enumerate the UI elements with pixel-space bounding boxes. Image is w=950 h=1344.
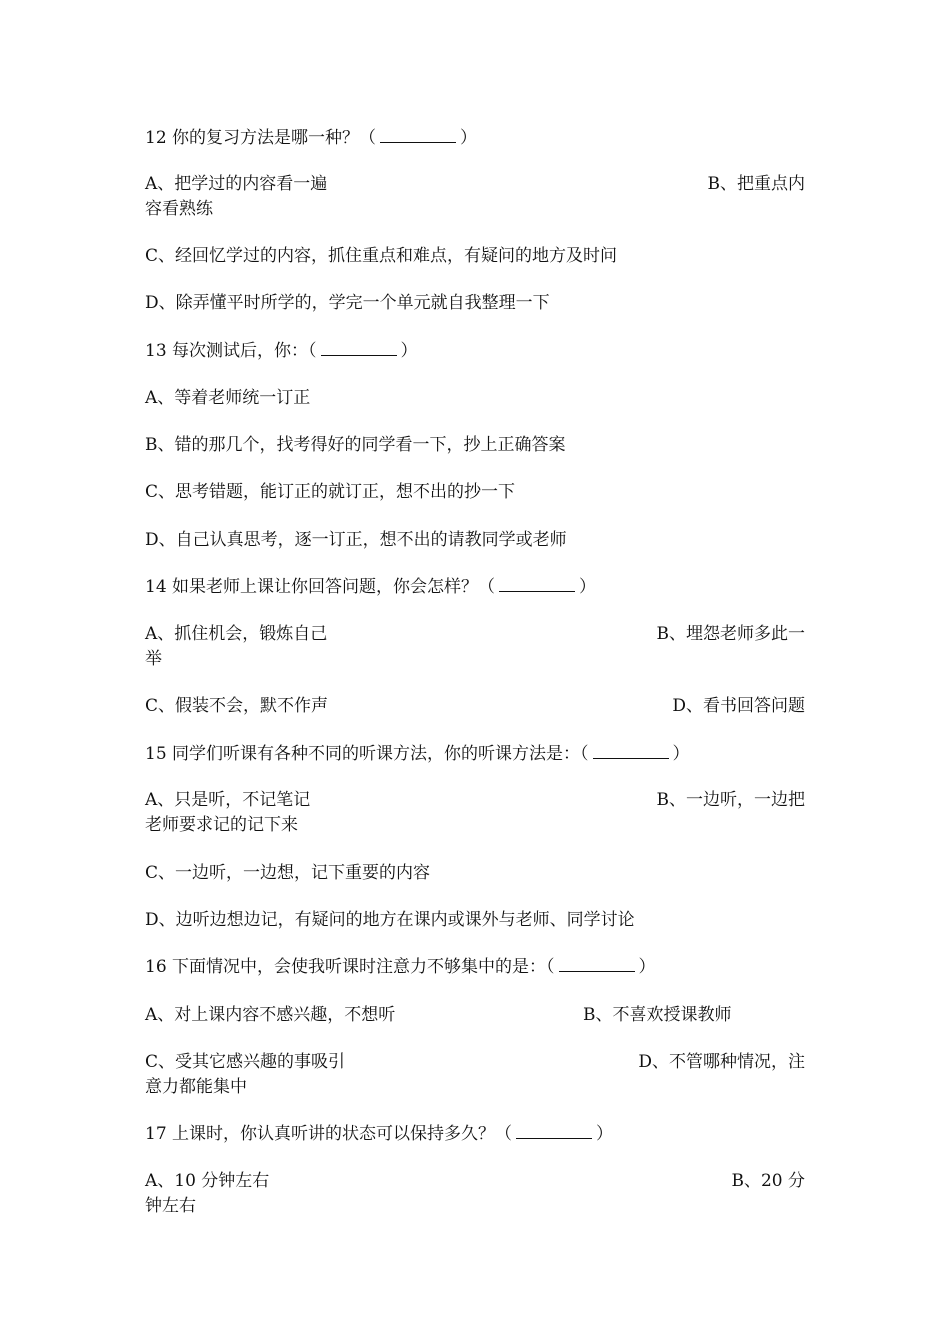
option-b: B、错的那几个，找考得好的同学看一下，抄上正确答案 bbox=[145, 435, 566, 455]
question-14-options-ab bbox=[145, 622, 805, 646]
option-a: A、抓住机会，锻炼自己 bbox=[145, 624, 328, 644]
question-17-stem: 17 上课时，你认真听讲的状态可以保持多久？（ ） bbox=[145, 1124, 614, 1144]
question-17-options-ab bbox=[145, 1169, 805, 1193]
option-b-continuation: 老师要求记的记下来 bbox=[145, 815, 298, 835]
answer-blank-13[interactable] bbox=[321, 339, 397, 356]
answer-blank-16[interactable] bbox=[559, 955, 635, 972]
option-c: C、受其它感兴趣的事吸引 bbox=[145, 1052, 346, 1072]
question-15-options-ab bbox=[145, 788, 805, 812]
option-c: C、一边听，一边想，记下重要的内容 bbox=[145, 863, 431, 883]
option-a: A、只是听，不记笔记 bbox=[145, 790, 311, 810]
option-a: A、对上课内容不感兴趣，不想听 bbox=[145, 1005, 396, 1025]
option-b: B、20 分 bbox=[731, 1171, 805, 1191]
option-d: D、看书回答问题 bbox=[672, 696, 805, 716]
option-d-continuation: 意力都能集中 bbox=[145, 1077, 247, 1097]
question-16-options-ab bbox=[145, 1003, 805, 1027]
question-14-stem: 14 如果老师上课让你回答问题，你会怎样？（ ） bbox=[145, 577, 597, 597]
question-12-options-ab bbox=[145, 172, 805, 196]
option-b: B、一边听，一边把 bbox=[656, 790, 805, 810]
option-c: C、经回忆学过的内容，抓住重点和难点，有疑问的地方及时问 bbox=[145, 246, 618, 266]
question-13-stem: 13 每次测试后，你：（ ） bbox=[145, 341, 418, 361]
answer-blank-15[interactable] bbox=[593, 742, 669, 759]
option-c: C、假装不会，默不作声 bbox=[145, 696, 329, 716]
question-14-options-cd bbox=[145, 694, 805, 718]
option-b-continuation: 钟左右 bbox=[145, 1196, 196, 1216]
option-b: B、把重点内 bbox=[707, 174, 805, 194]
option-d: D、除弄懂平时所学的，学完一个单元就自我整理一下 bbox=[145, 293, 550, 313]
option-b-continuation: 举 bbox=[145, 649, 162, 669]
option-b: B、不喜欢授课教师 bbox=[583, 1005, 732, 1025]
option-a: A、把学过的内容看一遍 bbox=[145, 174, 328, 194]
option-c: C、思考错题，能订正的就订正，想不出的抄一下 bbox=[145, 482, 516, 502]
option-d: D、边听边想边记，有疑问的地方在课内或课外与老师、同学讨论 bbox=[145, 910, 635, 930]
question-16-stem: 16 下面情况中，会使我听课时注意力不够集中的是：（ ） bbox=[145, 957, 656, 977]
option-a: A、10 分钟左右 bbox=[145, 1171, 270, 1191]
option-b: B、埋怨老师多此一 bbox=[656, 624, 805, 644]
answer-blank-17[interactable] bbox=[516, 1122, 592, 1139]
question-15-stem: 15 同学们听课有各种不同的听课方法，你的听课方法是：（ ） bbox=[145, 744, 690, 764]
question-16-options-cd bbox=[145, 1050, 805, 1074]
option-b-continuation: 容看熟练 bbox=[145, 199, 213, 219]
option-d: D、自己认真思考，逐一订正，想不出的请教同学或老师 bbox=[145, 530, 567, 550]
answer-blank-14[interactable] bbox=[499, 575, 575, 592]
option-d: D、不管哪种情况，注 bbox=[638, 1052, 805, 1072]
option-a: A、等着老师统一订正 bbox=[145, 388, 311, 408]
answer-blank-12[interactable] bbox=[380, 126, 456, 143]
question-12-stem: 12 你的复习方法是哪一种？（ ） bbox=[145, 128, 478, 148]
